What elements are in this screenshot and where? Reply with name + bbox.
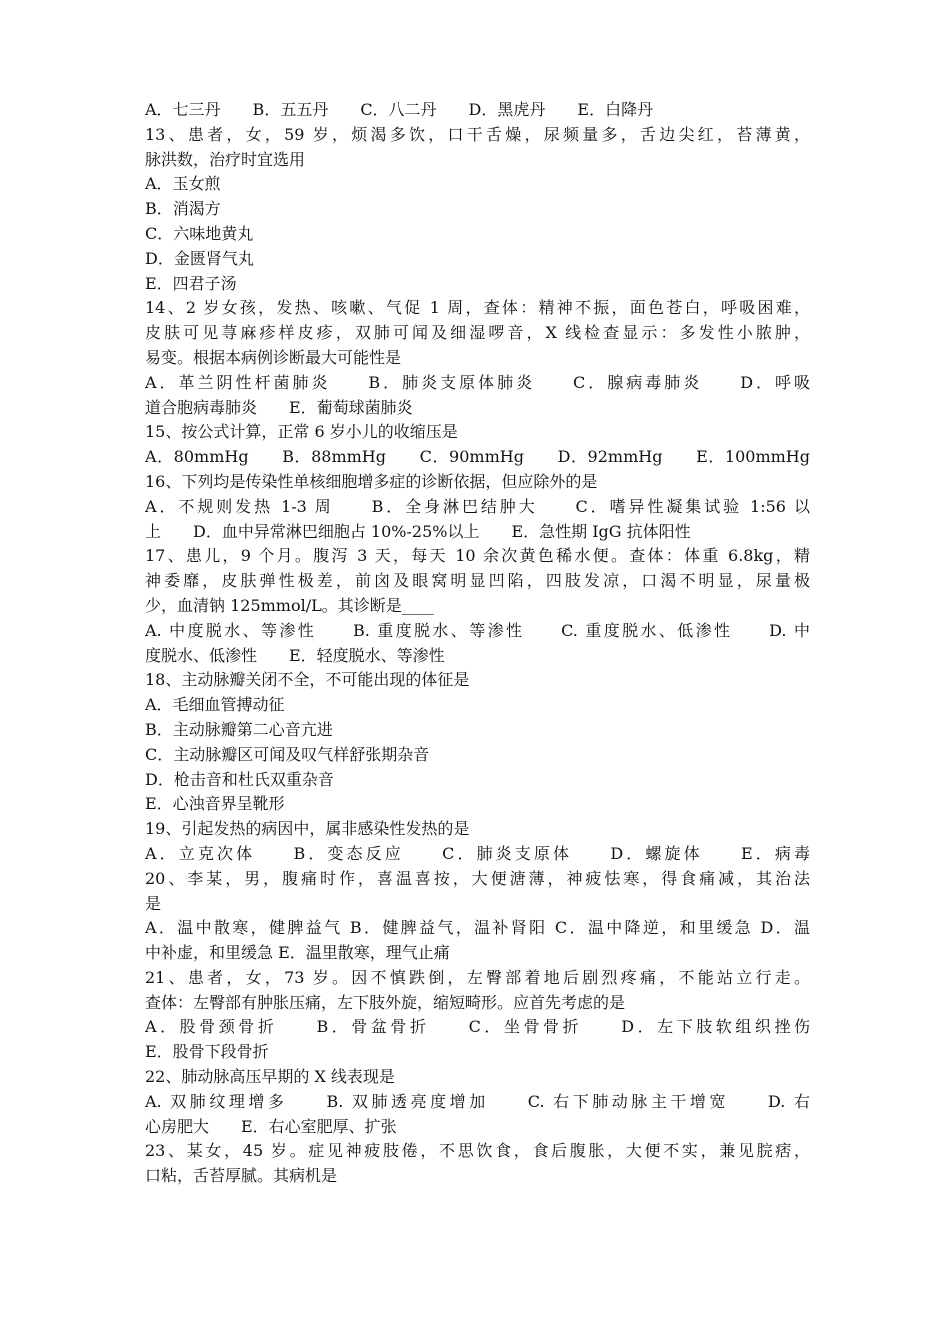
text-line: 是	[145, 893, 162, 913]
text-line: 查体：左臀部有肿胀压痛，左下肢外旋，缩短畸形。应首先考虑的是	[145, 992, 626, 1012]
text-line: B．主动脉瓣第二心音亢进	[145, 719, 333, 739]
text-line: A. 中度脱水、等渗性 B. 重度脱水、等渗性 C. 重度脱水、低渗性 D. 中	[145, 620, 810, 640]
text-line: A．股骨颈骨折 B．骨盆骨折 C．坐骨骨折 D．左下肢软组织挫伤	[145, 1017, 810, 1037]
text-line: A．立克次体 B．变态反应 C．肺炎支原体 D．螺旋体 E．病毒	[145, 843, 810, 863]
text-line: 14、2 岁女孩，发热、咳嗽、气促 1 周，查体：精神不振，面色苍白，呼吸困难，	[145, 298, 810, 318]
text-line: 上 D．血中异常淋巴细胞占 10%-25%以上 E．急性期 IgG 抗体阳性	[145, 521, 691, 541]
text-line: A．毛细血管搏动征	[145, 695, 285, 715]
text-line: A. 双肺纹理增多 B. 双肺透亮度增加 C. 右下肺动脉主干增宽 D. 右	[145, 1091, 810, 1111]
text-line: 18、主动脉瓣关闭不全，不可能出现的体征是	[145, 670, 470, 690]
text-line: 20、李某，男，腹痛时作，喜温喜按，大便溏薄，神疲怯寒，得食痛减，其治法	[145, 868, 810, 888]
text-line: E．四君子汤	[145, 273, 237, 293]
text-line: E．股骨下段骨折	[145, 1042, 269, 1062]
text-line: 度脱水、低渗性 E．轻度脱水、等渗性	[145, 645, 445, 665]
text-line: 皮肤可见荨麻疹样皮疹，双肺可闻及细湿啰音，X 线检查显示：多发性小脓肿，	[145, 323, 810, 343]
text-line: 13、患者，女，59 岁，烦渴多饮，口干舌燥，尿频量多，舌边尖红，苔薄黄，	[145, 124, 810, 144]
text-line: A．七三丹 B．五五丹 C．八二丹 D．黑虎丹 E．白降丹	[145, 100, 654, 119]
text-line: 19、引起发热的病因中，属非感染性发热的是	[145, 819, 470, 839]
text-line: E．心浊音界呈靴形	[145, 794, 285, 814]
text-line: D．金匮肾气丸	[145, 248, 254, 268]
text-line: A．不规则发热 1-3 周 B．全身淋巴结肿大 C．嗜异性凝集试验 1:56 以	[145, 496, 810, 516]
text-line: 15、按公式计算，正常 6 岁小儿的收缩压是	[145, 422, 458, 442]
text-line: A．玉女煎	[145, 174, 221, 194]
text-line: 心房肥大 E．右心室肥厚、扩张	[145, 1116, 397, 1136]
document-page	[145, 98, 810, 1189]
text-line: 23、某女，45 岁。症见神疲肢倦，不思饮食，食后腹胀，大便不实，兼见脘痞，	[145, 1141, 810, 1161]
text-line: 中补虚，和里缓急 E．温里散寒，理气止痛	[145, 943, 450, 963]
text-line: D．枪击音和杜氏双重杂音	[145, 769, 334, 789]
text-line: 22、肺动脉高压早期的 X 线表现是	[145, 1067, 395, 1087]
text-line: 神委靡，皮肤弹性极差，前囟及眼窝明显凹陷，四肢发凉，口渴不明显，尿量极	[145, 571, 810, 591]
text-line: 16、下列均是传染性单核细胞增多症的诊断依据，但应除外的是	[145, 471, 598, 491]
text-line: A．革兰阴性杆菌肺炎 B．肺炎支原体肺炎 C．腺病毒肺炎 D．呼吸	[145, 372, 810, 392]
text-line: 少，血清钠 125mmol/L。其诊断是____	[145, 595, 434, 615]
text-line: 21、患者，女，73 岁。因不慎跌倒，左臀部着地后剧烈疼痛，不能站立行走。	[145, 967, 810, 987]
text-line: A．温中散寒，健脾益气 B．健脾益气，温补肾阳 C．温中降逆，和里缓急 D．温	[145, 918, 810, 938]
text-line: 道合胞病毒肺炎 E．葡萄球菌肺炎	[145, 397, 413, 417]
text-line: B．消渴方	[145, 199, 221, 219]
text-line: 口粘，舌苔厚腻。其病机是	[145, 1166, 338, 1186]
text-line: 17、患儿，9 个月。腹泻 3 天，每天 10 余次黄色稀水便。查体：体重 6.8kg，精	[145, 546, 810, 566]
text-line: C．六味地黄丸	[145, 223, 254, 243]
text-line: C．主动脉瓣区可闻及叹气样舒张期杂音	[145, 744, 430, 764]
text-line: 脉洪数，治疗时宜选用	[145, 149, 306, 169]
text-line: 易变。根据本病例诊断最大可能性是	[145, 347, 402, 367]
text-line: A．80mmHg B．88mmHg C．90mmHg D．92mmHg E．100mmHg	[145, 447, 810, 467]
